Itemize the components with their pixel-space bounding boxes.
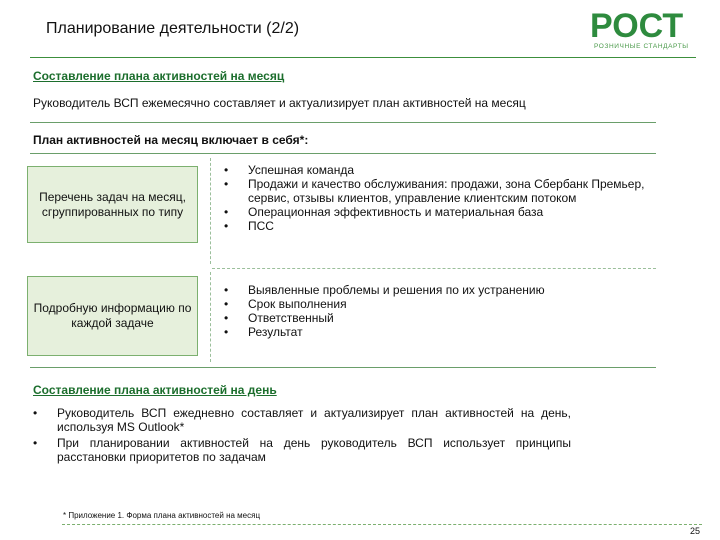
footnote: * Приложение 1. Форма плана активностей на месяц — [63, 511, 261, 520]
list-item: • Выявленные проблемы и решения по их устранению — [224, 283, 545, 297]
bullet-icon: • — [224, 297, 229, 311]
list-item: • Продажи и качество обслуживания: продажи, зона Сбербанк Премьер, сервис, отзывы клиентов, управление клиентским потоком — [224, 177, 645, 205]
section-heading-month: Составление плана активностей на месяц — [33, 69, 285, 83]
day-plan-bullets — [33, 406, 571, 464]
bullet-icon: • — [224, 163, 229, 177]
task-detail-box: Подробную информацию по каждой задаче — [27, 276, 198, 356]
column-separator — [210, 272, 211, 362]
bullet-icon: • — [224, 325, 229, 339]
block-divider — [212, 268, 656, 269]
list-item: • Результат — [224, 325, 303, 339]
list-item: • Срок выполнения — [224, 297, 347, 311]
month-plan-bullets-2 — [224, 283, 652, 339]
list-item: • ПСС — [224, 219, 274, 233]
bullet-icon: • — [224, 177, 229, 191]
bullet-icon: • — [33, 436, 38, 450]
rost-logo — [588, 6, 706, 50]
bullet-icon: • — [224, 205, 229, 219]
bullet-icon: • — [224, 219, 229, 233]
list-item: • Ответственный — [224, 311, 334, 325]
page-title: Планирование деятельности (2/2) — [46, 20, 300, 37]
column-separator — [210, 158, 211, 264]
section-heading-day: Составление плана активностей на день — [33, 383, 277, 397]
bullet-icon: • — [224, 311, 229, 325]
task-list-box: Перечень задач на месяц, сгруппированных по типу — [27, 166, 198, 243]
list-item: • Успешная команда — [224, 163, 355, 177]
list-item: • Операционная эффективность и материальная база — [224, 205, 544, 219]
bullet-icon: • — [33, 406, 38, 420]
list-item: • При планировании активностей на день руководитель ВСП использует принципы расстановки приоритетов по задачам — [33, 436, 571, 464]
footer-rule — [62, 524, 702, 525]
list-item: • Руководитель ВСП ежедневно составляет и актуализирует план активностей на день, используя MS Outlook* — [33, 406, 571, 434]
svg-text:РОЗНИЧНЫЕ СТАНДАРТЫ: РОЗНИЧНЫЕ СТАНДАРТЫ — [594, 43, 689, 50]
section-divider — [30, 122, 656, 123]
page-number: 25 — [690, 526, 701, 536]
header-rule — [30, 57, 696, 58]
month-plan-bullets-1 — [224, 163, 652, 233]
svg-text:РОСТ: РОСТ — [590, 7, 684, 45]
month-plan-description: Руководитель ВСП ежемесячно составляет и актуализирует план активностей на месяц — [33, 96, 526, 110]
rost-logo-icon — [588, 6, 706, 50]
includes-heading: План активностей на месяц включает в себя*: — [33, 133, 309, 147]
section-divider — [30, 153, 656, 154]
section-divider — [30, 367, 656, 368]
bullet-icon: • — [224, 283, 229, 297]
